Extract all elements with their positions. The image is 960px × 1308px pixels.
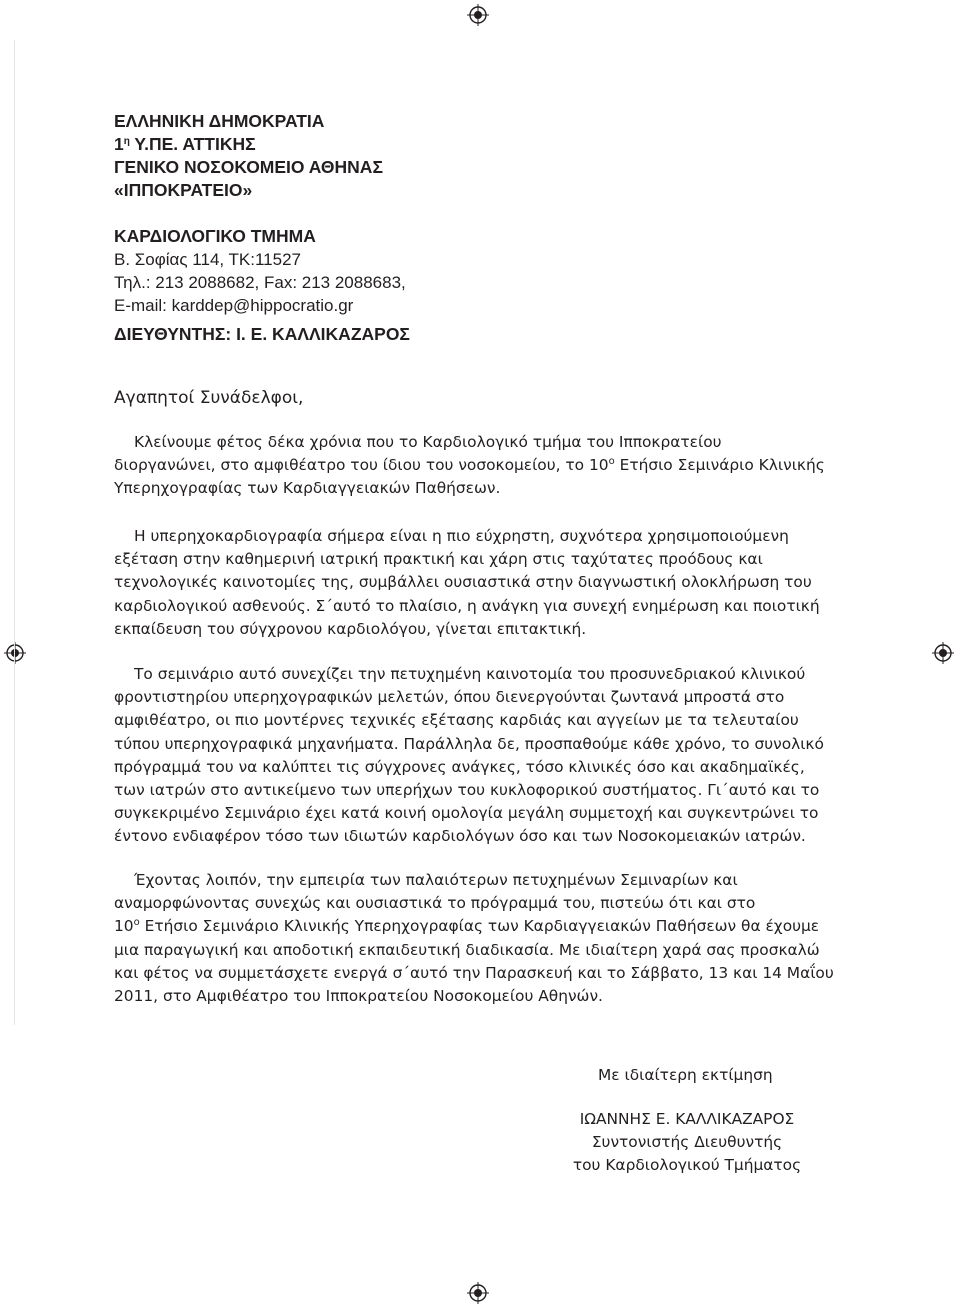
paragraph-4 (114, 869, 854, 1008)
text-line: $10^o$ Ετήσιο Σεμινάριο Κλινικής Υπερηχογραφίας των Καρδιαγγειακών Παθήσεων θα έχουμε (114, 917, 820, 936)
text-line: έντονο ενδιαφέρον τόσο των ιδιωτών καρδιολόγων όσο και των Νοσοκομειακών ιατρών. (114, 827, 806, 846)
page-edge-line (14, 40, 15, 1025)
text-line: αναμορφώνοντας συνεχώς και ουσιαστικά το πρόγραμμά του, πιστεύω ότι και στο (114, 894, 756, 913)
text-line: εξέταση στην καθημερινή ιατρική πρακτική και χάρη στις ταχύτατες προόδους και (114, 550, 763, 569)
text-line: πρόγραμμά του να καλύπτει τις σύγχρονες ανάγκες, τόσο κλινικές όσο και ακαδημαϊκές, (114, 757, 805, 776)
registration-mark-icon (932, 642, 954, 664)
paragraph-2 (114, 525, 854, 641)
text-line: και φέτος να συμμετάσχετε ενεργά σ΄αυτό την Παρασκευή και το Σάββατο, 13 και 14 Μαΐου (114, 963, 834, 982)
text-line: φροντιστηρίου υπερηχογραφικών μελετών, όπου διενεργούνται ζωντανά μπροστά στο (114, 688, 785, 707)
text-line: διοργανώνει, στο αμφιθέατρο του ίδιου του νοσοκομείου, το $10^o$ Ετήσιο Σεμινάριο Κλινικής (114, 456, 825, 475)
text-line: Η υπερηχοκαρδιογραφία σήμερα είναι η πιο εύχρηστη, συχνότερα χρησιμοποιούμενη (134, 527, 789, 545)
registration-mark-icon (467, 4, 489, 26)
department-heading: ΚΑΡΔΙΟΛΟΓΙΚΟ ΤΜΗΜΑ (114, 226, 316, 246)
letterhead (114, 110, 714, 346)
signatory-name: ΙΩΑΝΝΗΣ Ε. ΚΑΛΛΙΚΑΖΑΡΟΣ (579, 1110, 795, 1128)
paragraph-1 (114, 431, 854, 501)
hospital-name: «ΙΠΠΟΚΡΑΤΕΙΟ» (114, 180, 253, 200)
registration-mark-icon (4, 642, 26, 664)
paragraph-3 (114, 663, 854, 849)
health-region-heading: $1^\eta$ Υ.ΠΕ. ΑΤΤΙΚΗΣ (114, 134, 256, 154)
text-line: Το σεμινάριο αυτό συνεχίζει την πετυχημένη καινοτομία του προσυνεδριακού κλινικού (134, 665, 806, 683)
text-line: των ιατρών στο αντικείμενο των υπερήχων του κυκλοφορικού συστήματος. Γι΄αυτό και το (114, 781, 820, 800)
signatory-title: Συντονιστής Διευθυντής (591, 1133, 783, 1151)
closing-line: Με ιδιαίτερη εκτίμηση (598, 1066, 773, 1084)
signatory-unit: του Καρδιολογικού Τμήματος (572, 1156, 802, 1174)
text-line: συγκεκριμένο Σεμινάριο έχει κατά κοινή ομολογία μεγάλη συμμετοχή και συγκεντρώνει το (114, 804, 819, 823)
hospital-heading: ΓΕΝΙΚΟ ΝΟΣΟΚΟΜΕΙΟ ΑΘΗΝΑΣ (114, 157, 383, 177)
address-line: Β. Σοφίας 114, ΤΚ:11527 (114, 250, 301, 269)
greeting: Αγαπητοί Συνάδελφοι, (114, 388, 304, 408)
country-heading: ΕΛΛΗΝΙΚΗ ΔΗΜΟΚΡΑΤΙΑ (114, 111, 325, 131)
text-line: τεχνολογικές καινοτομίες της, συμβάλλει ουσιαστικά στην διαγνωστική ολοκλήρωση του (114, 573, 812, 592)
phone-line: Τηλ.: 213 2088682, Fax: 213 2088683, (114, 273, 406, 292)
text-line: Έχοντας λοιπόν, την εμπειρία των παλαιότερων πετυχημένων Σεμιναρίων και (134, 871, 738, 889)
text-line: Υπερηχογραφίας των Καρδιαγγειακών Παθήσεων. (114, 479, 501, 498)
text-line: τύπου υπερηχογραφικά μηχανήματα. Παράλληλα δε, προσπαθούμε κάθε χρόνο, το συνολικό (114, 734, 824, 753)
signature-block (567, 1108, 807, 1177)
text-line: αμφιθέατρο, οι πιο μοντέρνες τεχνικές εξέτασης καρδιάς και αγγείων με τα τελευταίου (114, 711, 799, 730)
text-line: 2011, στο Αμφιθέατρο του Ιπποκρατείου Νοσοκομείου Αθηνών. (114, 987, 603, 1006)
email-line: E-mail: karddep@hippocratio.gr (114, 296, 354, 315)
director-line: ΔΙΕΥΘΥΝΤΗΣ: Ι. Ε. ΚΑΛΛΙΚΑΖΑΡΟΣ (114, 324, 410, 344)
text-line: καρδιολογικού ασθενούς. Σ΄αυτό το πλαίσιο, η ανάγκη για συνεχή ενημέρωση και ποιοτική (114, 596, 820, 615)
text-line: εκπαίδευση του σύγχρονου καρδιολόγου, γίνεται επιτακτική. (114, 619, 587, 638)
text-line: Κλείνουμε φέτος δέκα χρόνια που το Καρδιολογικό τμήμα του Ιπποκρατείου (134, 433, 722, 451)
text-line: μια παραγωγική και αποδοτική εκπαιδευτική διαδικασία. Με ιδιαίτερη χαρά σας προσκαλώ (114, 940, 820, 959)
registration-mark-icon (467, 1282, 489, 1304)
